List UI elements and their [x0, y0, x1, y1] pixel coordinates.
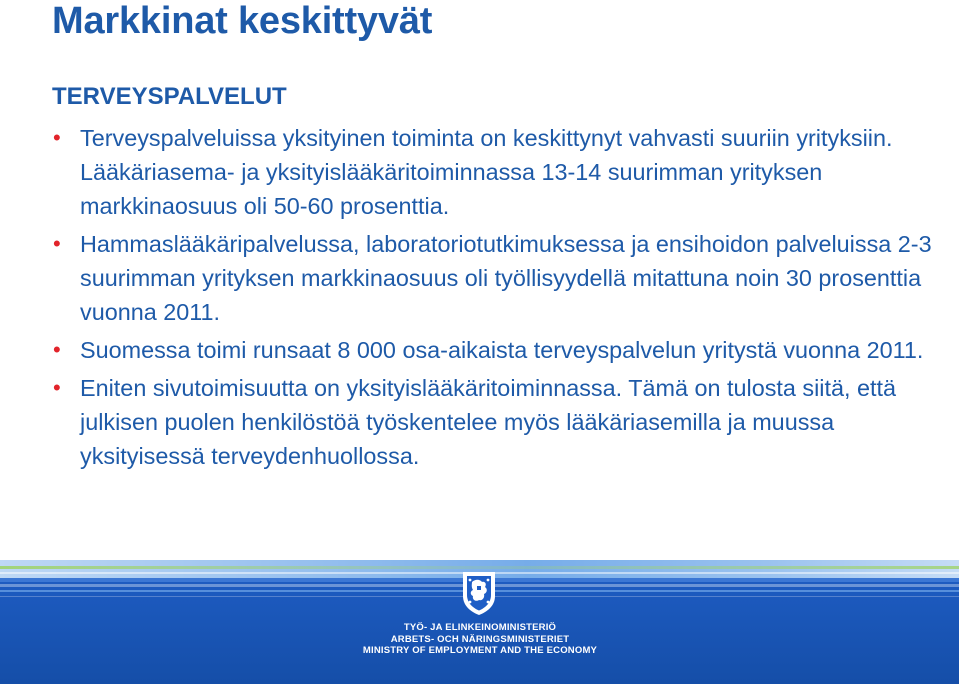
- ministry-name-fi: TYÖ- JA ELINKEINOMINISTERIÖ: [403, 622, 557, 633]
- ministry-name-sv: ARBETS- OCH NÄRINGSMINISTERIET: [390, 633, 570, 645]
- bullet-list: [52, 121, 932, 477]
- bullet-text: Suomessa toimi runsaat 8 000 osa-aikaista terveyspalvelun yritystä vuonna 2011.: [80, 337, 924, 363]
- ministry-name-en: MINISTRY OF EMPLOYMENT AND THE ECONOMY: [362, 645, 598, 656]
- bullet-dot-icon: •: [53, 125, 61, 150]
- bullet-text: Hammaslääkäripalvelussa, laboratoriotutkimuksessa ja ensihoidon palveluissa 2-3 suurimman yrityksen markkinaosuus oli työllisyydellä mitattuna noin 30 prosenttia vuonna 2011.: [80, 231, 932, 325]
- bullet-text: Eniten sivutoimisuutta on yksityislääkäritoiminnassa. Tämä on tulosta siitä, että julkisen puolen henkilöstöä työskentelee myös lääkäriasemilla ja muussa yksityisessä terveydenhuollossa.: [80, 375, 897, 469]
- bullet-dot-icon: •: [53, 375, 61, 400]
- bullet-dot-icon: •: [53, 337, 61, 362]
- section-heading: TERVEYSPALVELUT: [52, 83, 287, 110]
- bullet-item: [52, 121, 932, 223]
- ministry-name: [320, 622, 640, 657]
- bullet-item: [52, 227, 932, 329]
- bullet-dot-icon: •: [53, 231, 61, 256]
- finnish-lion-crest-icon: [460, 570, 498, 616]
- bullet-item: [52, 333, 932, 367]
- bullet-text: Terveyspalveluissa yksityinen toiminta on keskittynyt vahvasti suuriin yrityksiin. Lääkäriasema- ja yksityislääkäritoiminnassa 13-14 suurimman yrityksen markkinaosuus oli 50-60 prosenttia.: [80, 125, 893, 219]
- bullet-item: [52, 371, 932, 473]
- slide-title: Markkinat keskittyvät: [52, 0, 433, 42]
